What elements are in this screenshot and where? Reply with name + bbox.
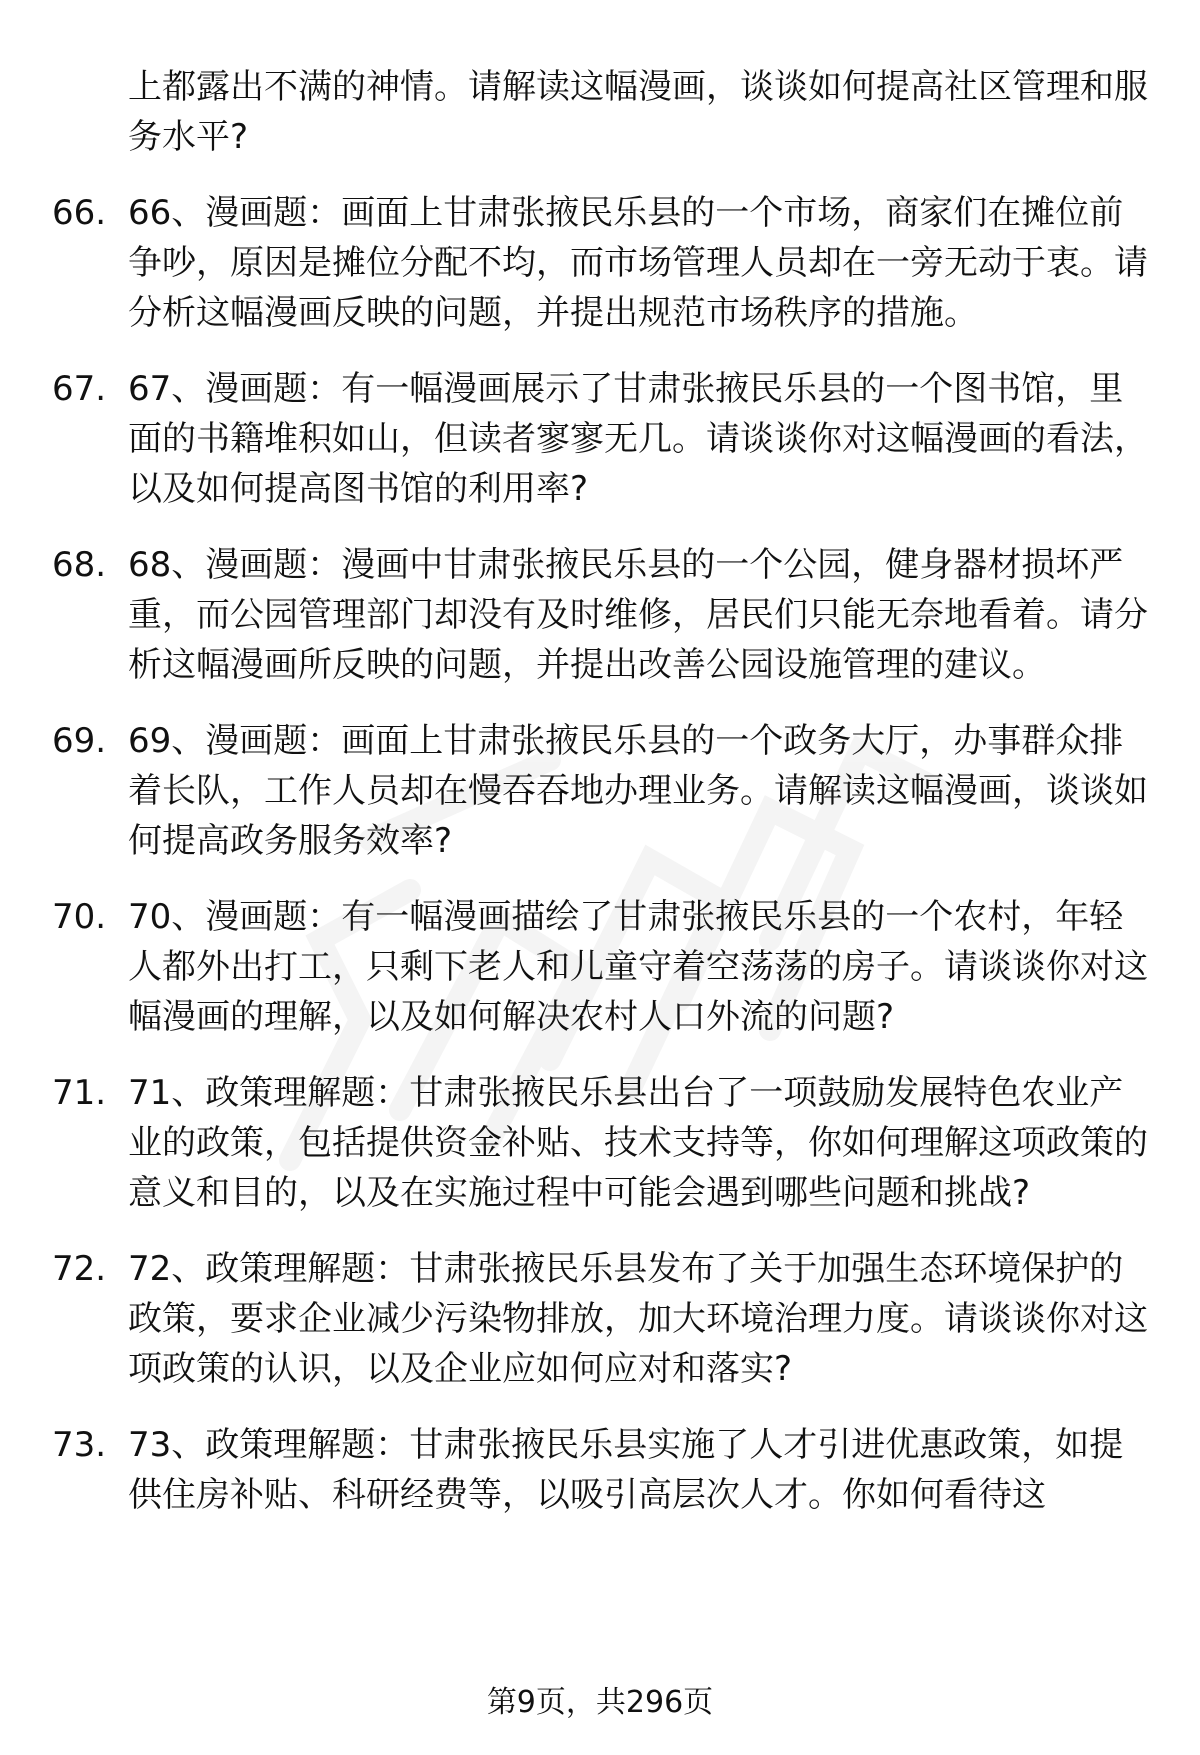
- list-item-text: 68、漫画题：漫画中甘肃张掖民乐县的一个公园，健身器材损坏严重，而公园管理部门却没有及时维修，居民们只能无奈地看着。请分析这幅漫画所反映的问题，并提出改善公园设施管理的建议。: [128, 545, 1148, 685]
- list-item-text: 67、漫画题：有一幅漫画展示了甘肃张掖民乐县的一个图书馆，里面的书籍堆积如山，但读者寥寥无几。请谈谈你对这幅漫画的看法，以及如何提高图书馆的利用率?: [128, 369, 1148, 509]
- list-item-text: 72、政策理解题：甘肃张掖民乐县发布了关于加强生态环境保护的政策，要求企业减少污染物排放，加大环境治理力度。请谈谈你对这项政策的认识，以及企业应如何应对和落实?: [128, 1249, 1148, 1389]
- question-list: [52, 188, 1152, 1520]
- list-item-number: 68.: [52, 545, 107, 585]
- list-item-number: 69.: [52, 721, 107, 761]
- list-item-number: 70.: [52, 897, 107, 937]
- list-item-number: 66.: [52, 193, 107, 233]
- list-item-text: 70、漫画题：有一幅漫画描绘了甘肃张掖民乐县的一个农村，年轻人都外出打工，只剩下老人和儿童守着空荡荡的房子。请谈谈你对这幅漫画的理解，以及如何解决农村人口外流的问题?: [128, 897, 1148, 1037]
- list-item-number: 72.: [52, 1249, 107, 1289]
- list-item: [52, 364, 1152, 514]
- list-item-text: 73、政策理解题：甘肃张掖民乐县实施了人才引进优惠政策，如提供住房补贴、科研经费等，以吸引高层次人才。你如何看待这: [128, 1425, 1124, 1515]
- list-item: [52, 892, 1152, 1042]
- list-item-text: 69、漫画题：画面上甘肃张掖民乐县的一个政务大厅，办事群众排着长队，工作人员却在慢吞吞地办理业务。请解读这幅漫画，谈谈如何提高政务服务效率?: [128, 721, 1148, 861]
- list-item-number: 71.: [52, 1073, 107, 1113]
- list-item: [52, 1420, 1152, 1520]
- list-item: [52, 1068, 1152, 1218]
- list-item: [52, 1244, 1152, 1394]
- page-footer: 第9页，共296页: [486, 1685, 714, 1720]
- list-item-number: 67.: [52, 369, 107, 409]
- list-item-number: 73.: [52, 1425, 107, 1465]
- list-item: [52, 716, 1152, 866]
- continuation-paragraph: 上都露出不满的神情。请解读这幅漫画，谈谈如何提高社区管理和服务水平?: [128, 67, 1148, 157]
- list-item-text: 66、漫画题：画面上甘肃张掖民乐县的一个市场，商家们在摊位前争吵，原因是摊位分配不均，而市场管理人员却在一旁无动于衷。请分析这幅漫画反映的问题，并提出规范市场秩序的措施。: [128, 193, 1148, 333]
- list-item-text: 71、政策理解题：甘肃张掖民乐县出台了一项鼓励发展特色农业产业的政策，包括提供资金补贴、技术支持等，你如何理解这项政策的意义和目的，以及在实施过程中可能会遇到哪些问题和挑战?: [128, 1073, 1148, 1213]
- document-content: [52, 62, 1152, 1546]
- list-item: [52, 188, 1152, 338]
- list-item: [52, 540, 1152, 690]
